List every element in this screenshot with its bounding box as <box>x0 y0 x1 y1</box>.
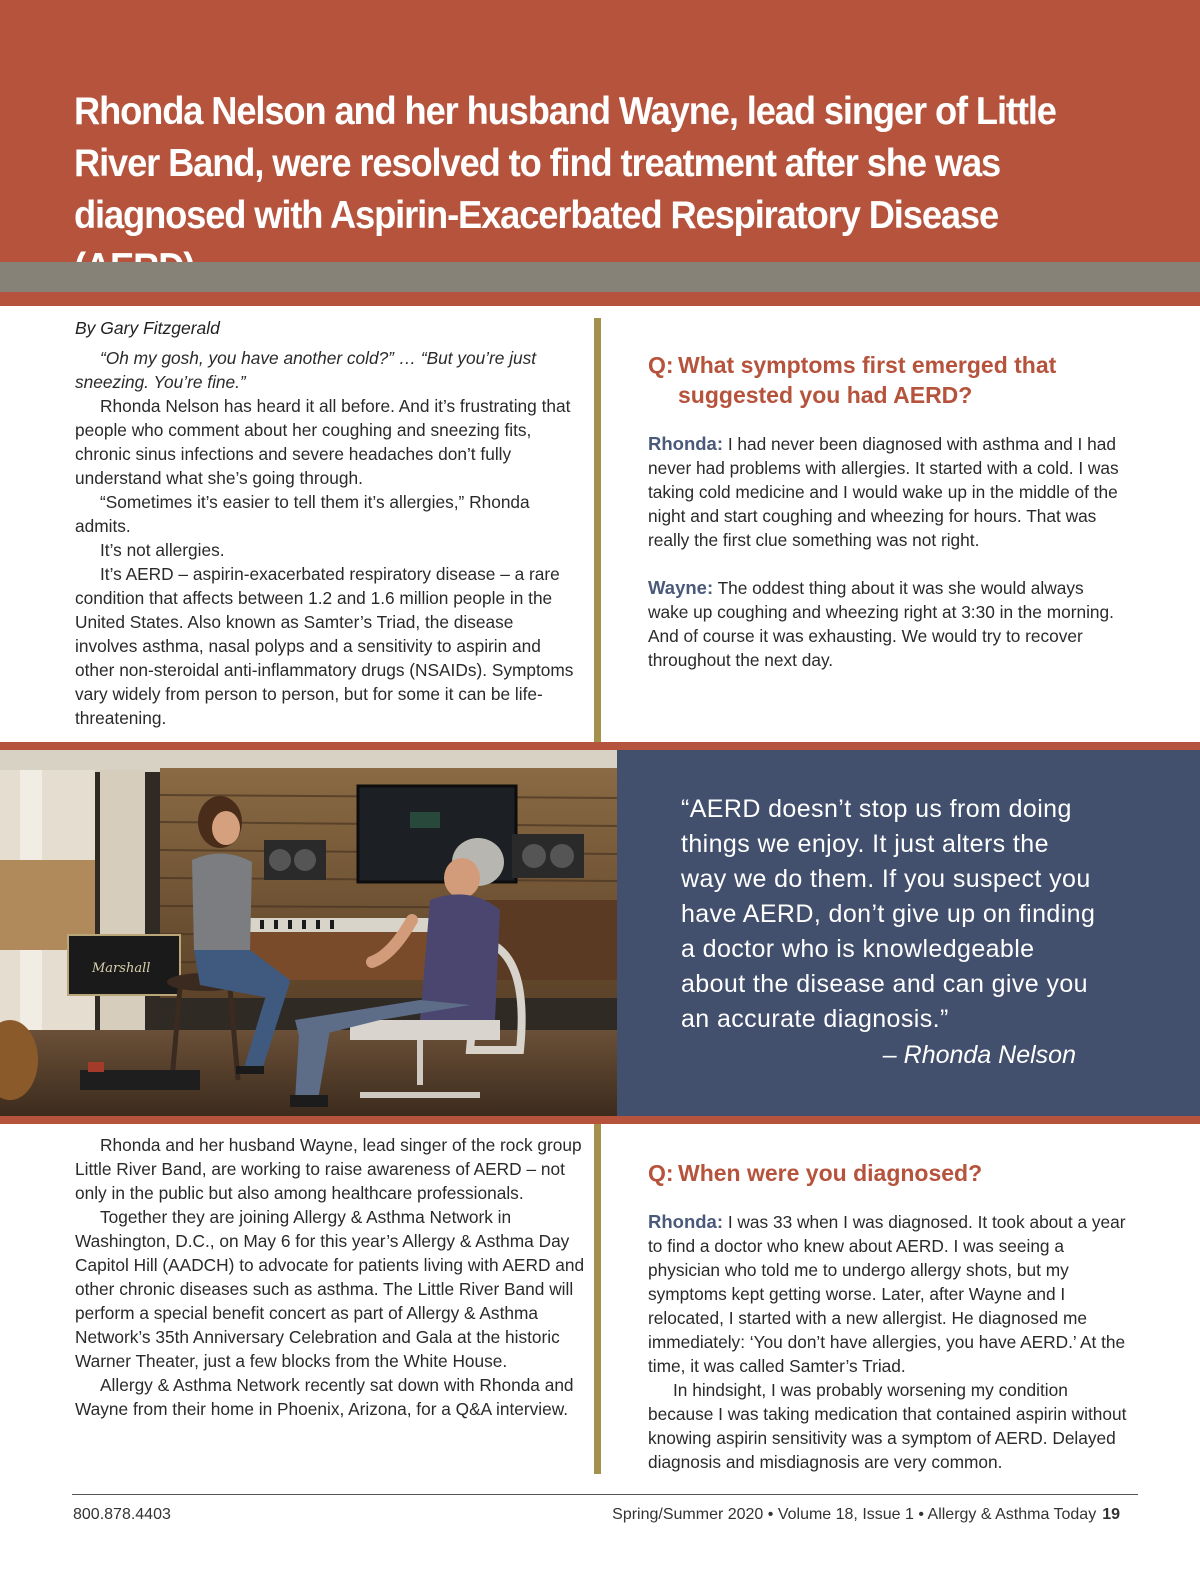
question-2 <box>648 1158 1128 1188</box>
answer-rhonda-1 <box>648 432 1128 552</box>
answer-text: I was 33 when I was diagnosed. It took about a year to find a doctor who knew about AERD. I was seeing a physician who told me to undergo allergy shots, but my symptoms kept getting worse. Later, after Wayne and I relocated, I started with a new allergist. He diagnosed me immediately: ‘You don’t have allergies, you have AERD.’ At the time, it was called Samter’s Triad. <box>648 1212 1126 1376</box>
intro-paragraph: “Oh my gosh, you have another cold?” … “But you’re just sneezing. You’re fine.” <box>75 348 537 392</box>
question-2-text: When were you diagnosed? <box>678 1160 983 1186</box>
intro-paragraph: Rhonda Nelson has heard it all before. And it’s frustrating that people who comment about her coughing and sneezing fits, chronic sinus infections and severe headaches don’t fully understand what she’s going through. <box>75 396 571 488</box>
question-1-line-2: suggested you had AERD? <box>678 382 973 408</box>
intro-paragraph: “Sometimes it’s easier to tell them it’s allergies,” Rhonda admits. <box>75 492 530 536</box>
page-number: 19 <box>1102 1506 1120 1523</box>
body-paragraph: Rhonda and her husband Wayne, lead singer of the rock group Little River Band, are working to raise awareness of AERD – not only in the public but also among healthcare professionals. <box>75 1135 582 1203</box>
qa-section-1 <box>648 350 1128 696</box>
body-paragraph: Allergy & Asthma Network recently sat down with Rhonda and Wayne from their home in Phoenix, Arizona, for a Q&A interview. <box>75 1375 574 1419</box>
article-continued <box>75 1133 585 1421</box>
footer-issue-info <box>612 1506 1120 1524</box>
body-paragraph: Together they are joining Allergy & Asthma Network in Washington, D.C., on May 6 for this year’s Allergy & Asthma Day Capitol Hill (AADCH) to advocate for patients living with AERD and other chronic diseases such as asthma. The Little River Band will perform a special benefit concert as part of Allergy & Asthma Network’s 35th Anniversary Celebration and Gala at the historic Warner Theater, just a few blocks from the White House. <box>75 1207 585 1371</box>
amp-logo: Marshall <box>92 961 151 976</box>
article-intro <box>75 346 575 730</box>
question-1-line-1: What symptoms first emerged that <box>678 352 1057 378</box>
pull-quote-text: “AERD doesn’t stop us from doing things we enjoy. It just alters the way we do them. If you suspect you have AERD, don’t give up on finding a doctor who is knowledgeable about the disease and can give you an accurate diagnosis.” <box>681 795 1096 1033</box>
footer-issue: Spring/Summer 2020 • Volume 18, Issue 1 • Allergy & Asthma Today <box>612 1506 1097 1523</box>
photo-band-top-line <box>0 742 1200 750</box>
question-1 <box>648 350 1128 410</box>
answer-text: I had never been diagnosed with asthma and I had never had problems with allergies. It started with a cold. I was taking cold medicine and I would wake up in the middle of the night and start coughing and wheezing for hours. That was really the first clue something was not right. <box>648 434 1119 550</box>
intro-paragraph: It’s not allergies. <box>100 540 225 560</box>
footer-phone: 800.878.4403 <box>73 1506 171 1523</box>
answer-text: The oddest thing about it was she would always wake up coughing and wheezing right at 3:30 in the morning. And of course it was exhausting. We would try to recover throughout the next day. <box>648 578 1114 670</box>
studio-photo <box>0 750 617 1116</box>
footer-rule <box>72 1494 1138 1495</box>
answer-wayne-1 <box>648 576 1128 672</box>
qa-section-2 <box>648 1158 1128 1474</box>
answer-rhonda-2-continued: In hindsight, I was probably worsening my condition because I was taking medication that contained aspirin without knowing aspirin sensitivity was a symptom of AERD. Delayed diagnosis and misdiagnosis are very common. <box>648 1380 1127 1472</box>
header-accent-line <box>0 292 1200 306</box>
header-banner <box>0 0 1200 262</box>
studio-illustration <box>0 750 617 1116</box>
byline: By Gary Fitzgerald <box>75 318 220 338</box>
question-label: Q: <box>648 1160 674 1186</box>
question-label: Q: <box>648 352 674 378</box>
pull-quote-attribution: – Rhonda Nelson <box>882 1041 1076 1069</box>
column-divider-bottom <box>594 1124 601 1474</box>
answer-rhonda-2 <box>648 1210 1128 1378</box>
intro-paragraph: It’s AERD – aspirin-exacerbated respiratory disease – a rare condition that affects between 1.2 and 1.6 million people in the United States. Also known as Samter’s Triad, the disease involves asthma, nasal polyps and a sensitivity to aspirin and other non-steroidal anti-inflammatory drugs (NSAIDs). Symptoms vary widely from person to person, but for some it can be life-threatening. <box>75 564 574 728</box>
photo-band-bottom-line <box>0 1116 1200 1124</box>
speaker-rhonda: Rhonda: <box>648 1211 724 1232</box>
pull-quote-box <box>617 750 1200 1116</box>
page-headline: Rhonda Nelson and her husband Wayne, lead singer of Little River Band, were resolved to find treatment after she was diagnosed with Aspirin-Exacerbated Respiratory Disease <box>74 90 1056 237</box>
header-gray-band <box>0 262 1200 292</box>
column-divider-top <box>594 318 601 742</box>
speaker-rhonda: Rhonda: <box>648 433 724 454</box>
speaker-wayne: Wayne: <box>648 577 714 598</box>
